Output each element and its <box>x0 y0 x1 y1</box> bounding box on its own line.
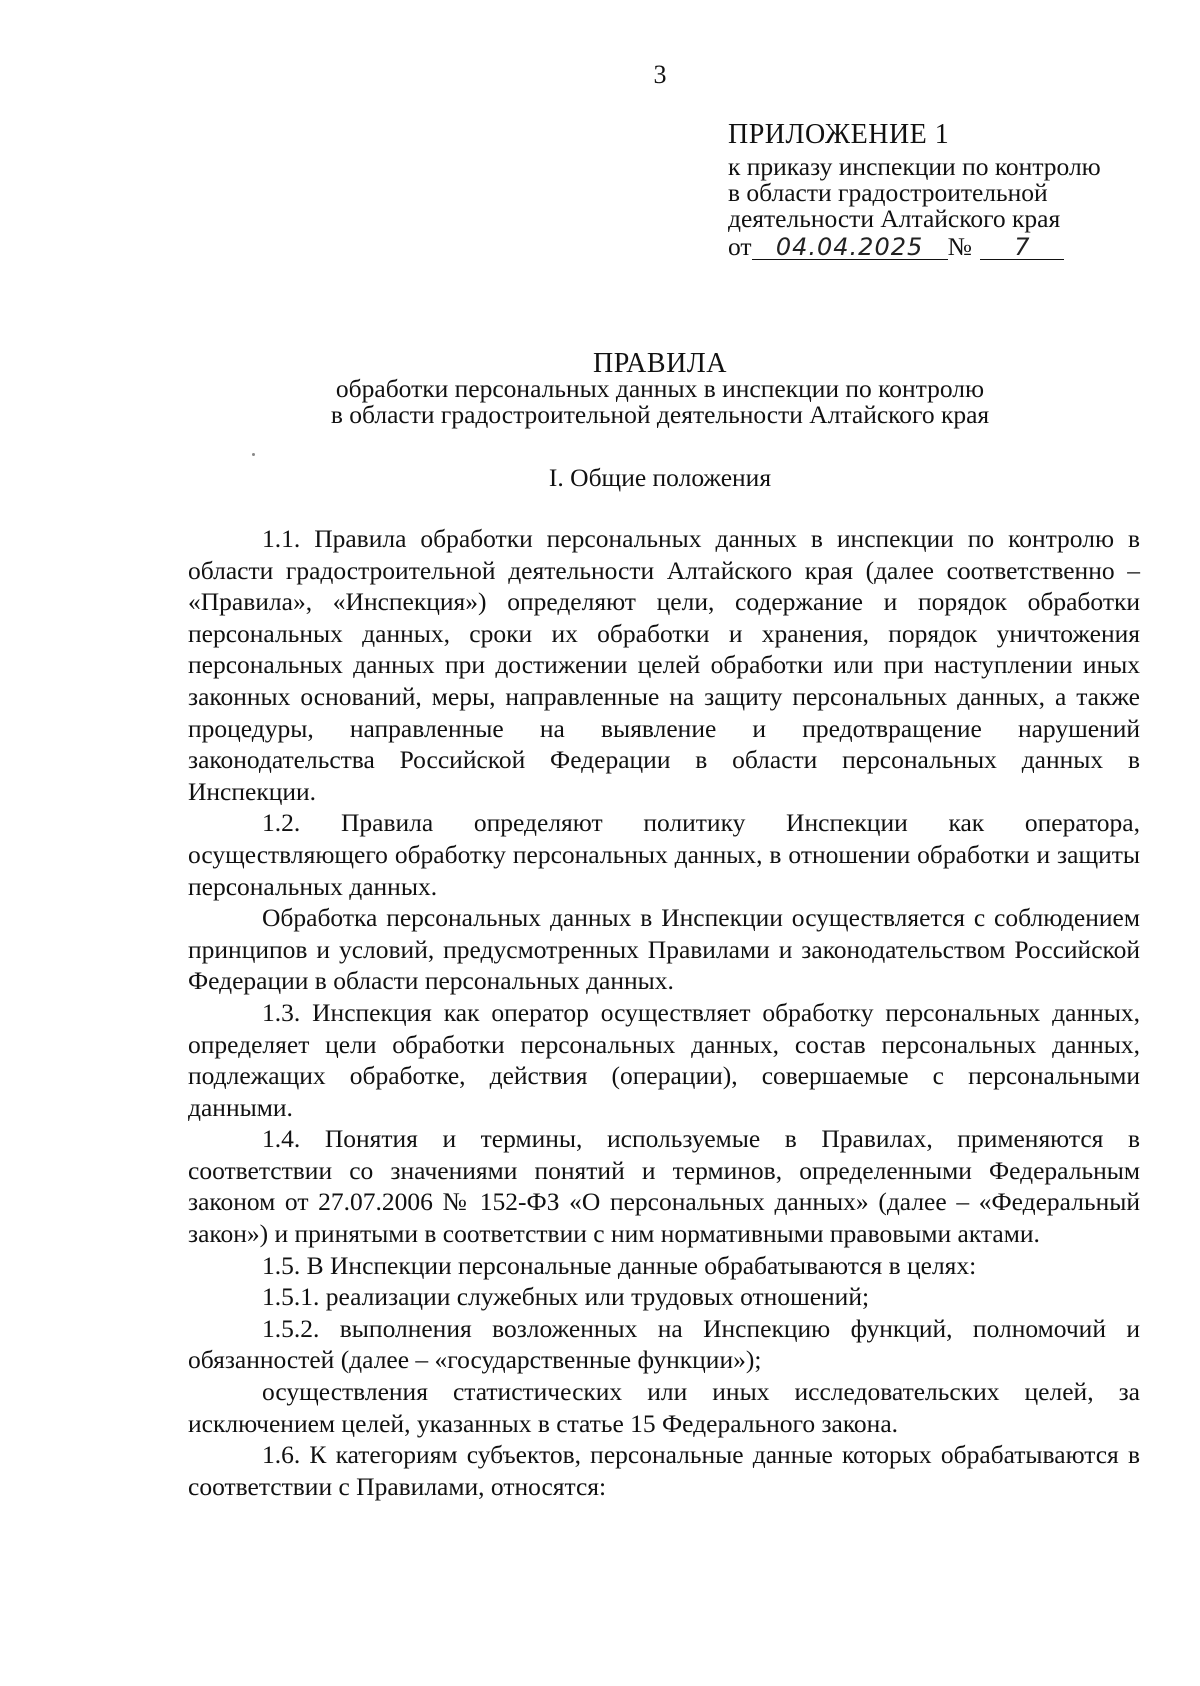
subtitle-line: обработки персональных данных в инспекции по контролю <box>335 374 985 403</box>
document-body <box>188 523 1140 1502</box>
number-label: № <box>947 232 972 261</box>
paragraph: 1.1. Правила обработки персональных данных в инспекции по контролю в области градостроительной деятельности Алтайского края (далее соответственно – «Правила», «Инспекция») определяют цели, содержание и порядок обработки персональных данных, сроки их обработки и хранения, порядок уничтожения персональных данных при достижении целей обработки или при наступлении иных законных оснований, меры, направленные на защиту персональных данных, а также процедуры, направленные на выявление и предотвращение нарушений законодательства Российской Федерации в области персональных данных в Инспекции. <box>188 524 1140 806</box>
paragraph: 1.3. Инспекция как оператор осуществляет обработку персональных данных, определяет цели обработки персональных данных, состав персональных данных, подлежащих обработке, действия (операции), совершаемые с персональными данными. <box>188 997 1140 1122</box>
subtitle-line: в области градостроительной деятельности Алтайского края <box>330 400 990 429</box>
scan-artifact <box>252 453 255 456</box>
appendix-block <box>728 119 1168 261</box>
document-title: ПРАВИЛА <box>592 348 728 379</box>
paragraph: Обработка персональных данных в Инспекции осуществляется с соблюдением принципов и условий, предусмотренных Правилами и законодательством Российской Федерации в области персональных данных. <box>188 903 1140 996</box>
paragraph: 1.4. Понятия и термины, используемые в Правилах, применяются в соответствии со значениями понятий и терминов, определенными Федеральным законом от 27.07.2006 № 152-ФЗ «О персональных данных» (далее – «Федеральный закон») и принятыми в соответствии с ним нормативными правовыми актами. <box>188 1124 1140 1249</box>
paragraph: осуществления статистических или иных исследовательских целей, за исключением целей, указанных в статье 15 Федерального закона. <box>188 1377 1140 1438</box>
paragraph: 1.6. К категориям субъектов, персональные данные которых обрабатываются в соответствии с Правилами, относятся: <box>188 1440 1140 1501</box>
page-number: 3 <box>653 60 667 89</box>
order-date-row <box>728 234 1168 260</box>
document-subtitle <box>0 376 1200 428</box>
handwritten-number: 7 <box>980 235 1064 260</box>
appendix-line: к приказу инспекции по контролю <box>728 152 1101 181</box>
paragraph: 1.5.2. выполнения возложенных на Инспекцию функций, полномочий и обязанностей (далее – «государственные функции»); <box>188 1313 1140 1375</box>
date-prefix: от <box>728 232 752 261</box>
paragraph: 1.2. Правила определяют политику Инспекции как оператора, осуществляющего обработку персональных данных, в отношении обработки и защиты персональных данных. <box>188 808 1140 901</box>
section-heading: I. Общие положения <box>548 463 772 492</box>
paragraph: 1.5.1. реализации служебных или трудовых отношений; <box>262 1282 870 1312</box>
handwritten-date: 04.04.2025 <box>752 235 948 260</box>
appendix-title: ПРИЛОЖЕНИЕ 1 <box>728 119 950 150</box>
appendix-line: в области градостроительной <box>728 178 1048 207</box>
paragraph: 1.5. В Инспекции персональные данные обрабатываются в целях: <box>262 1250 977 1280</box>
appendix-line: деятельности Алтайского края <box>728 204 1061 233</box>
